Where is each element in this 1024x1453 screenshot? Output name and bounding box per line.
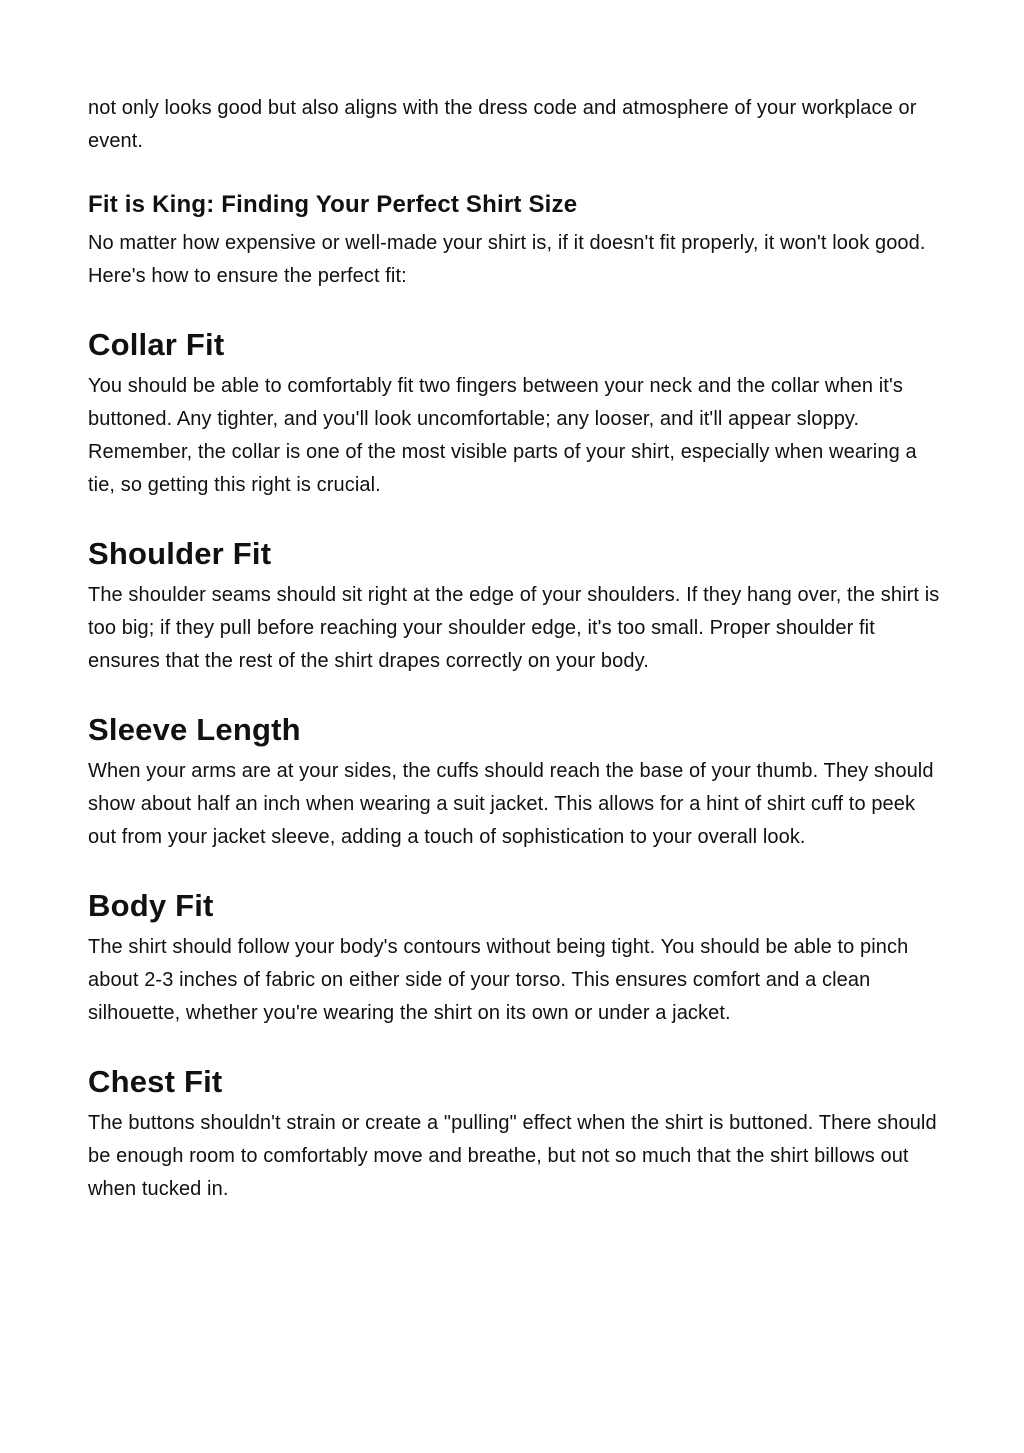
- section-sleeve-length: [88, 711, 948, 854]
- section-body: The shirt should follow your body's contours without being tight. You should be able to pinch about 2-3 inches of fabric on either side of your torso. This ensures comfort and a clean silhouette, whether you're wearing the shirt on its own or under a jacket.: [88, 936, 909, 1024]
- document-page: [88, 92, 948, 1206]
- section-body-fit: [88, 887, 948, 1030]
- intro-paragraph: not only looks good but also aligns with the dress code and atmosphere of your workplace or event.: [88, 97, 917, 152]
- section-shoulder-fit: [88, 535, 948, 678]
- section-heading: Chest Fit: [88, 1064, 223, 1099]
- section-heading: Sleeve Length: [88, 712, 301, 747]
- fit-section: [88, 190, 948, 293]
- section-collar-fit: [88, 326, 948, 502]
- section-body: You should be able to comfortably fit two fingers between your neck and the collar when it's buttoned. Any tighter, and you'll look uncomfortable; any looser, and it'll appear sloppy. Remember, the collar is one of the most visible parts of your shirt, especially when wearing a tie, so getting this right is crucial.: [88, 375, 917, 496]
- section-heading: Collar Fit: [88, 327, 225, 362]
- fit-section-title: Fit is King: Finding Your Perfect Shirt Size: [88, 191, 578, 218]
- section-body: The shoulder seams should sit right at the edge of your shoulders. If they hang over, the shirt is too big; if they pull before reaching your shoulder edge, it's too small. Proper shoulder fit ensures that the rest of the shirt drapes correctly on your body.: [88, 584, 940, 672]
- section-heading: Body Fit: [88, 888, 214, 923]
- section-body: The buttons shouldn't strain or create a "pulling" effect when the shirt is buttoned. There should be enough room to comfortably move and breathe, but not so much that the shirt billows out when tucked in.: [88, 1112, 937, 1200]
- section-body: When your arms are at your sides, the cuffs should reach the base of your thumb. They should show about half an inch when wearing a suit jacket. This allows for a hint of shirt cuff to peek out from your jacket sleeve, adding a touch of sophistication to your overall look.: [88, 760, 934, 848]
- section-heading: Shoulder Fit: [88, 536, 272, 571]
- section-chest-fit: [88, 1063, 948, 1206]
- fit-section-body: No matter how expensive or well-made your shirt is, if it doesn't fit properly, it won't look good. Here's how to ensure the perfect fit:: [88, 232, 926, 287]
